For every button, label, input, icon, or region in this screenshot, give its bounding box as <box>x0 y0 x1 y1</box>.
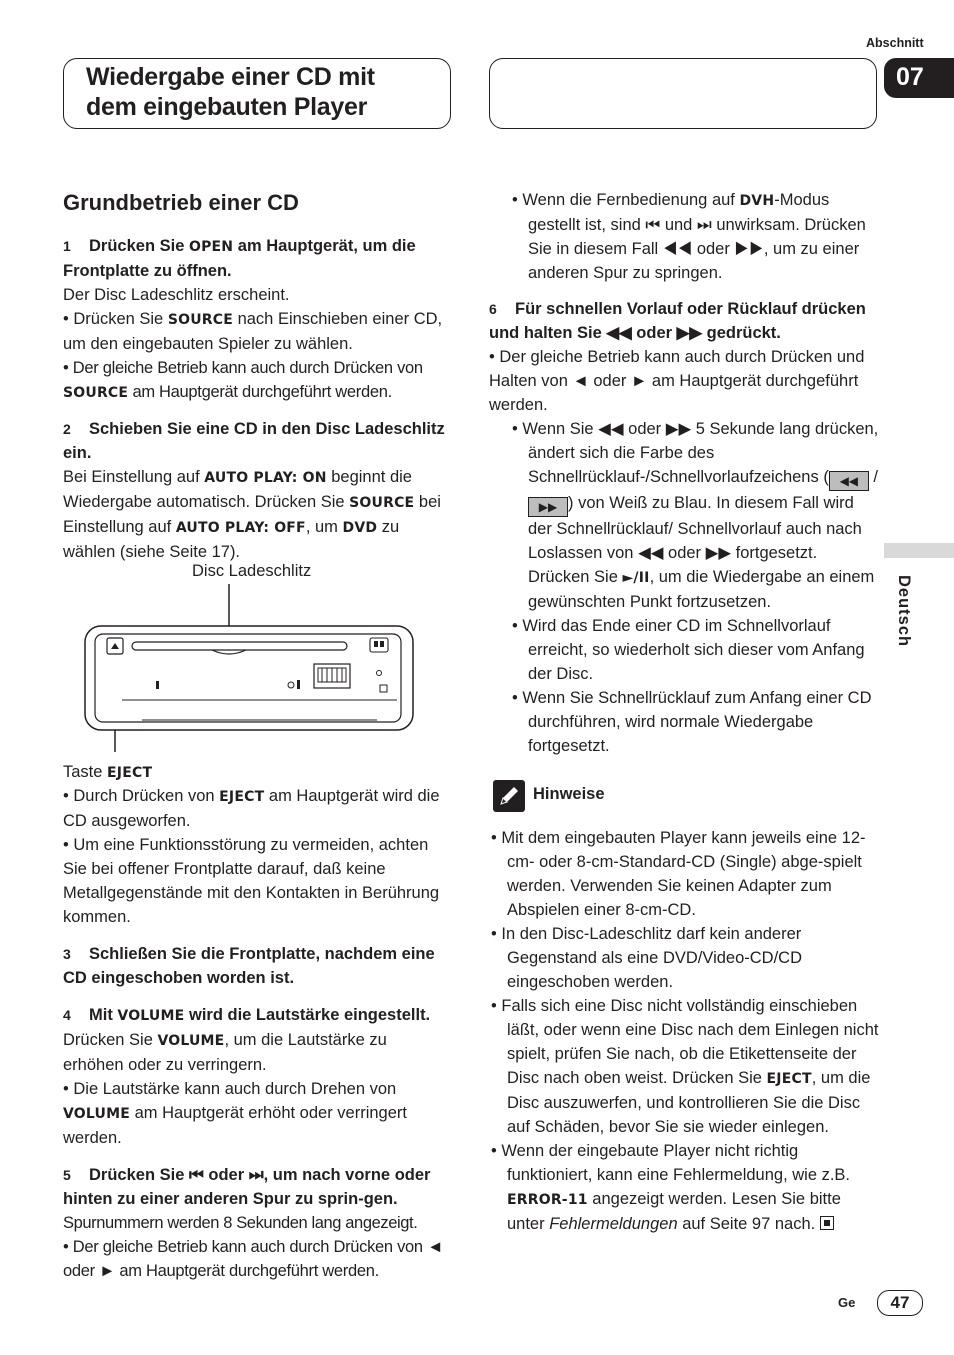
step-6-sub-bullet-2: • Wird das Ende einer CD im Schnellvorlauf erreicht, so wiederholt sich dieser vom Anfang der Disc. <box>512 617 865 683</box>
step-1-bullet-1: • Drücken Sie SOURCE nach Einschieben einer CD, um den eingebauten Spieler zu wählen. <box>63 310 443 353</box>
step-4-text: Drücken Sie VOLUME, um die Lautstärke zu erhöhen oder zu verringern. <box>63 1031 387 1074</box>
note-4: • Wenn der eingebaute Player nicht richtig funktioniert, kann eine Fehlermeldung, wie z.B. ERROR-11 angezeigt werden. Lesen Sie bitte unter Fehlermeldungen auf Seite 97 nach. <box>491 1142 851 1233</box>
step-4-heading: 4 Mit VOLUME wird die Lautstärke eingestellt. <box>63 1006 431 1024</box>
right-column <box>489 188 879 1236</box>
step-1-bullet-2: • Der gleiche Betrieb kann auch durch Drücken von SOURCE am Hauptgerät durchgeführt werden. <box>63 359 423 401</box>
step-6-sub-bullet-1: • Wenn Sie ◀◀ oder ▶▶ 5 Sekunde lang drücken, ändert sich die Farbe des Schnellrücklauf-/Schnellvorlaufzeichens ( ◀◀ / ▶▶ ) von Weiß zu Blau. In diesem Fall wird der Schnellrücklauf/ Schnellvorlauf auch nach Loslassen von ◀◀ oder ▶▶ fortgesetzt. Drücken Sie ►/II, um die Wiedergabe an einem gewünschten Punkt fortzusetzen. <box>512 420 879 611</box>
chapter-title-line2: dem eingebauten Player <box>86 93 367 121</box>
left-column <box>63 188 451 564</box>
empty-header-box <box>489 58 877 129</box>
step-2-heading: 2 Schieben Sie eine CD in den Disc Ladeschlitz ein. <box>63 420 445 462</box>
note-2: • In den Disc-Ladeschlitz darf kein anderer Gegenstand als eine DVD/Video-CD/CD eingeschoben werden. <box>491 925 803 991</box>
section-number-badge <box>884 58 954 98</box>
chapter-title-line1: Wiedergabe einer CD mit <box>86 63 375 91</box>
pencil-note-icon <box>493 780 525 812</box>
note-3: • Falls sich eine Disc nicht vollständig einschieben läßt, oder wenn eine Disc nach dem Einlegen nicht spielt, prüfen Sie nach, ob die Etikettenseite der Disc nach oben weist. Drücken Sie EJECT, um die Disc auszuwerfen, und kontrollieren Sie die Disc auf Schäden, bevor Sie sie wieder einlegen. <box>491 997 879 1136</box>
side-tab-bar <box>884 543 954 558</box>
notes-title: Hinweise <box>533 785 605 803</box>
step-6-heading: 6 Für schnellen Vorlauf oder Rücklauf drücken und halten Sie ◀◀ oder ▶▶ gedrückt. <box>489 300 866 342</box>
step-1-heading: 1 Drücken Sie OPEN am Hauptgerät, um die Frontplatte zu öffnen. <box>63 237 416 280</box>
step-1-text: Der Disc Ladeschlitz erscheint. <box>63 286 290 304</box>
fast-forward-indicator-icon: ▶▶ <box>528 497 568 517</box>
left-column-continued <box>63 784 451 1283</box>
eject-bullet-1: • Durch Drücken von EJECT am Hauptgerät wird die CD ausgeworfen. <box>63 787 440 830</box>
note-1: • Mit dem eingebauten Player kann jeweils eine 12-cm- oder 8-cm-Standard-CD (Single) abge-spielt werden. Verwenden Sie keinen Adapter zum Abspielen einer 8-cm-CD. <box>491 829 866 919</box>
footer-language: Ge <box>838 1295 856 1310</box>
section-label: Abschnitt <box>866 36 924 50</box>
unit-illustration <box>82 584 417 754</box>
section-number: 07 <box>896 63 924 91</box>
step-2-text: Bei Einstellung auf AUTO PLAY: ON beginnt die Wiedergabe automatisch. Drücken Sie SOURCE bei Einstellung auf AUTO PLAY: OFF, um DVD zu wählen (siehe Seite 17). <box>63 468 441 561</box>
step-6-sub-bullet-3: • Wenn Sie Schnellrücklauf zum Anfang einer CD durchführen, wird normale Wiedergabe fortgesetzt. <box>512 689 872 755</box>
section-heading: Grundbetrieb einer CD <box>63 190 299 215</box>
notes-header <box>489 780 879 812</box>
chapter-title-box <box>63 58 451 129</box>
dvh-bullet: • Wenn die Fernbedienung auf DVH-Modus gestellt ist, sind ⏮ und ⏭ unwirksam. Drücken Sie in diesem Fall ◀◀ oder ▶▶, um zu einer anderen Spur zu springen. <box>512 191 866 282</box>
rewind-indicator-icon: ◀◀ <box>829 471 869 491</box>
side-tab-language: Deutsch <box>895 575 913 648</box>
step-5-text: Spurnummern werden 8 Sekunden lang angezeigt. <box>63 1214 418 1232</box>
page-number: 47 <box>890 1293 910 1312</box>
end-mark-icon <box>820 1216 834 1230</box>
step-5-bullet-1: • Der gleiche Betrieb kann auch durch Drücken von ◄ oder ► am Hauptgerät durchgeführt werden. <box>63 1238 444 1280</box>
figure-label-slot: Disc Ladeschlitz <box>192 562 312 580</box>
page-number-box <box>877 1290 923 1316</box>
figure-label-eject: Taste EJECT <box>63 763 153 781</box>
step-6-bullet-1: • Der gleiche Betrieb kann auch durch Drücken und Halten von ◄ oder ► am Hauptgerät durchgeführt werden. <box>489 348 865 414</box>
eject-bullet-2: • Um eine Funktionsstörung zu vermeiden, achten Sie bei offener Frontplatte darauf, daß keine Metallgegenstände mit den Kontakten in Berührung kommen. <box>63 836 440 926</box>
step-3-heading: 3 Schließen Sie die Frontplatte, nachdem eine CD eingeschoben worden ist. <box>63 945 435 987</box>
step-4-bullet-1: • Die Lautstärke kann auch durch Drehen von VOLUME am Hauptgerät erhöht oder verringert werden. <box>63 1080 407 1147</box>
step-5-heading: 5 Drücken Sie ⏮ oder ⏭, um nach vorne oder hinten zu einer anderen Spur zu sprin-gen. <box>63 1166 431 1208</box>
